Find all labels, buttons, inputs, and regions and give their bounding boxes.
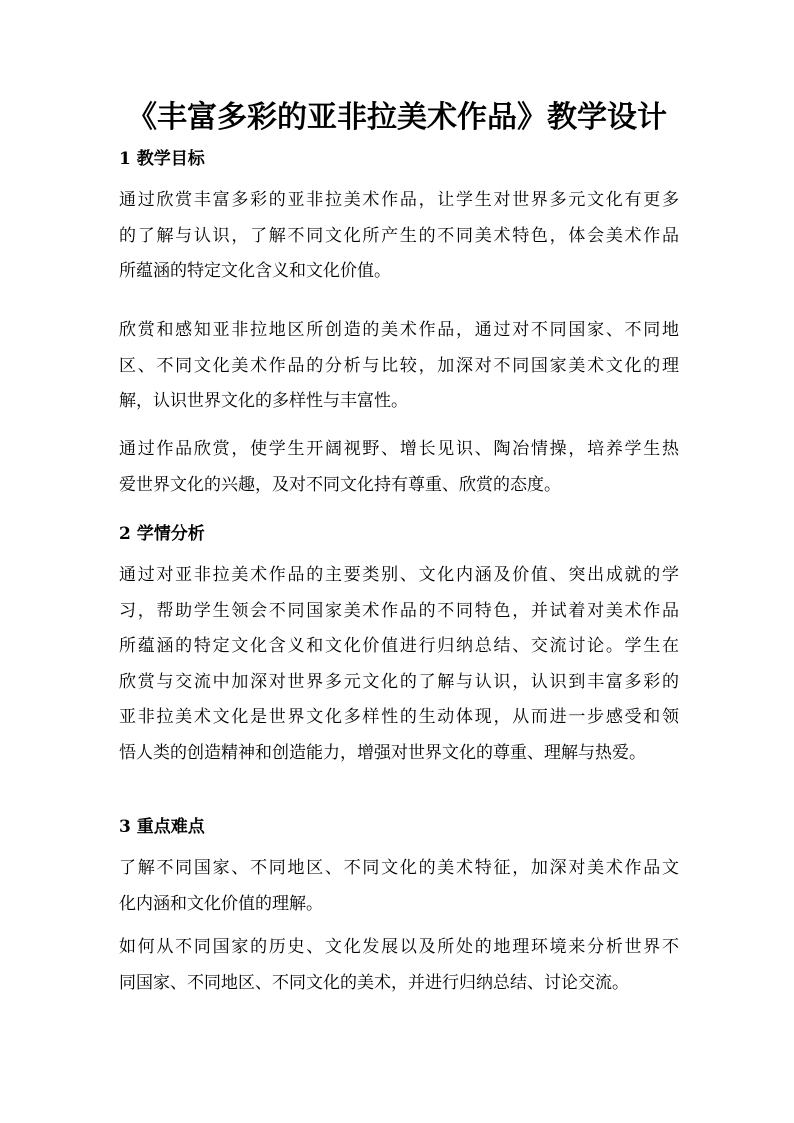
text-line: 所蕴涵的特定文化含义和文化价值进行归纳总结、交流讨论。学生在 xyxy=(119,636,679,656)
text-line: 习，帮助学生领会不同国家美术作品的不同特色，并试着对美术作品 xyxy=(119,600,679,621)
text-line: 所蕴涵的特定文化含义和文化价值。 xyxy=(119,261,391,281)
text-line: 欣赏和感知亚非拉地区所创造的美术作品，通过对不同国家、不同地 xyxy=(119,320,679,340)
text-line: 了解不同国家、不同地区、不同文化的美术特征，加深对美术作品文 xyxy=(119,858,679,878)
paragraph-learner-analysis xyxy=(119,558,679,771)
text-line: 如何从不同国家的历史、文化发展以及所处的地理环境来分析世界不 xyxy=(119,937,679,957)
section-heading-key-difficulties: 3 重点难点 xyxy=(119,817,205,837)
text-line: 区、不同文化美术作品的分析与比较，加深对不同国家美术文化的理 xyxy=(119,355,679,376)
text-line: 亚非拉美术文化是世界文化多样性的生动体现，从而进一步感受和领 xyxy=(119,707,679,727)
text-line: 通过欣赏丰富多彩的亚非拉美术作品，让学生对世界多元文化有更多 xyxy=(119,190,679,210)
paragraph-difficulty xyxy=(119,930,679,1001)
text-line: 通过对亚非拉美术作品的主要类别、文化内涵及价值、突出成就的学 xyxy=(119,565,679,585)
paragraph-goal-2 xyxy=(119,313,679,420)
text-line: 化内涵和文化价值的理解。 xyxy=(119,893,323,914)
section-heading-teaching-goals: 1 教学目标 xyxy=(119,149,205,169)
text-line: 欣赏与交流中加深对世界多元文化的了解与认识，认识到丰富多彩的 xyxy=(119,671,679,692)
text-line: 解，认识世界文化的多样性与丰富性。 xyxy=(119,391,408,411)
paragraph-goal-1 xyxy=(119,183,679,290)
document-title: 《丰富多彩的亚非拉美术作品》教学设计 xyxy=(127,100,667,135)
text-line: 悟人类的创造精神和创造能力，增强对世界文化的尊重、理解与热爱。 xyxy=(119,742,646,763)
text-line: 同国家、不同地区、不同文化的美术，并进行归纳总结、讨论交流。 xyxy=(119,972,629,993)
text-line: 爱世界文化的兴趣，及对不同文化持有尊重、欣赏的态度。 xyxy=(119,474,561,495)
paragraph-goal-3 xyxy=(119,432,679,503)
text-line: 的了解与认识，了解不同文化所产生的不同美术特色，体会美术作品 xyxy=(119,225,679,246)
text-line: 通过作品欣赏，使学生开阔视野、增长见识、陶冶情操，培养学生热 xyxy=(119,439,679,459)
paragraph-key-point xyxy=(119,851,679,922)
section-heading-learner-analysis: 2 学情分析 xyxy=(119,524,205,544)
